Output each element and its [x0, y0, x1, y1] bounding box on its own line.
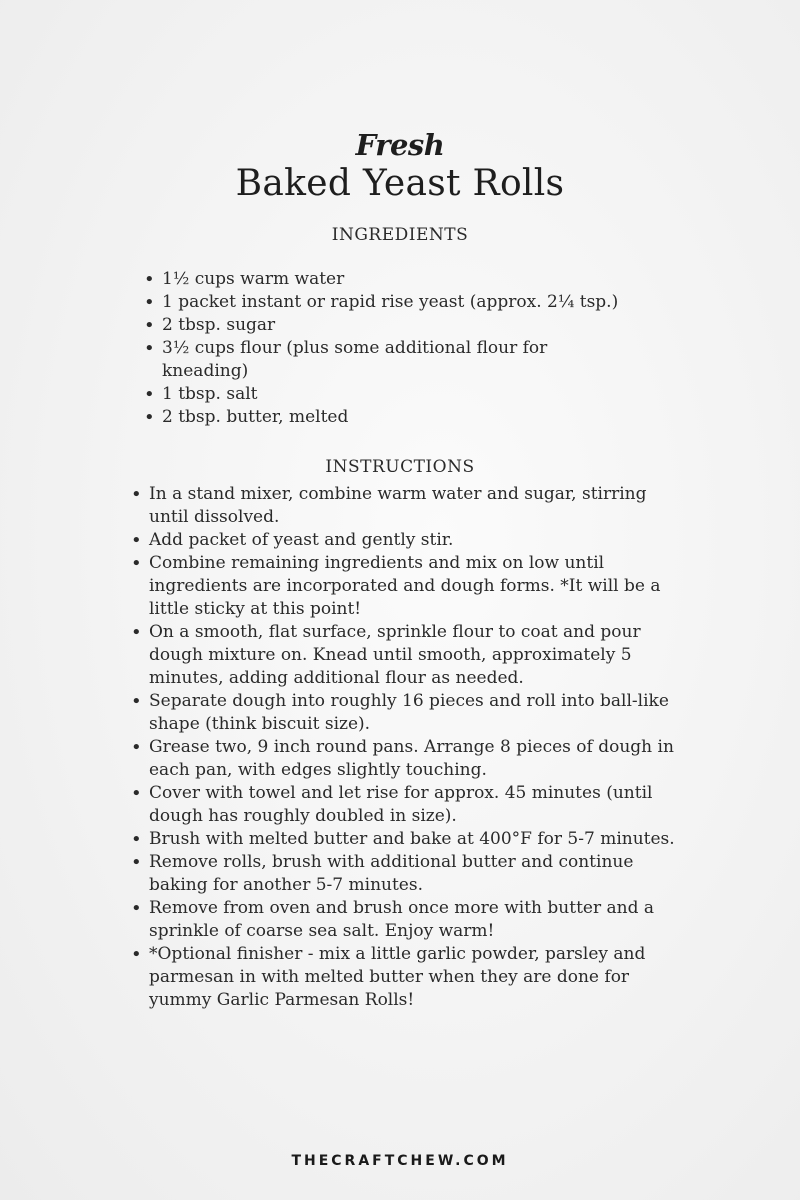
instruction-step: • Combine remaining ingredients and mix on low until ingredients are incorporated and dough forms. *It will be a little sticky at this point! — [149, 552, 689, 621]
instruction-step: • On a smooth, flat surface, sprinkle flour to coat and pour dough mixture on. Knead until smooth, approximately 5 minutes, adding additional flour as needed. — [149, 621, 689, 690]
recipe-title — [0, 126, 800, 206]
ingredient-item: • 2 tbsp. sugar — [162, 314, 622, 337]
instruction-step: • Remove rolls, brush with additional butter and continue baking for another 5-7 minutes. — [149, 851, 689, 897]
ingredient-item: • 1½ cups warm water — [162, 268, 622, 291]
instruction-step: • Add packet of yeast and gently stir. — [149, 529, 689, 552]
instruction-step: • In a stand mixer, combine warm water and sugar, stirring until dissolved. — [149, 483, 689, 529]
ingredients-list — [162, 268, 622, 429]
ingredient-item: • 2 tbsp. butter, melted — [162, 406, 622, 429]
instruction-step: • Separate dough into roughly 16 pieces and roll into ball-like shape (think biscuit size). — [149, 690, 689, 736]
ingredient-item: • 1 packet instant or rapid rise yeast (approx. 2¼ tsp.) — [162, 291, 622, 314]
instruction-step: • Grease two, 9 inch round pans. Arrange 8 pieces of dough in each pan, with edges slightly touching. — [149, 736, 689, 782]
site-url-footer: THECRAFTCHEW.COM — [291, 1153, 509, 1169]
ingredient-item: • 1 tbsp. salt — [162, 383, 622, 406]
instructions-list — [149, 483, 689, 1012]
instructions-heading: INSTRUCTIONS — [325, 457, 475, 477]
ingredients-heading: INGREDIENTS — [331, 225, 469, 245]
instruction-step: • Remove from oven and brush once more with butter and a sprinkle of coarse sea salt. Enjoy warm! — [149, 897, 689, 943]
instruction-step: • *Optional finisher - mix a little garlic powder, parsley and parmesan in with melted butter when they are done for yummy Garlic Parmesan Rolls! — [149, 943, 689, 1012]
title-script-word: Fresh — [355, 128, 445, 162]
page-title: Baked Yeast Rolls — [235, 163, 565, 204]
ingredient-item: • 3½ cups flour (plus some additional flour for kneading) — [162, 337, 622, 383]
instruction-step: • Cover with towel and let rise for approx. 45 minutes (until dough has roughly doubled in size). — [149, 782, 689, 828]
instruction-step: • Brush with melted butter and bake at 400°F for 5-7 minutes. — [149, 828, 689, 851]
